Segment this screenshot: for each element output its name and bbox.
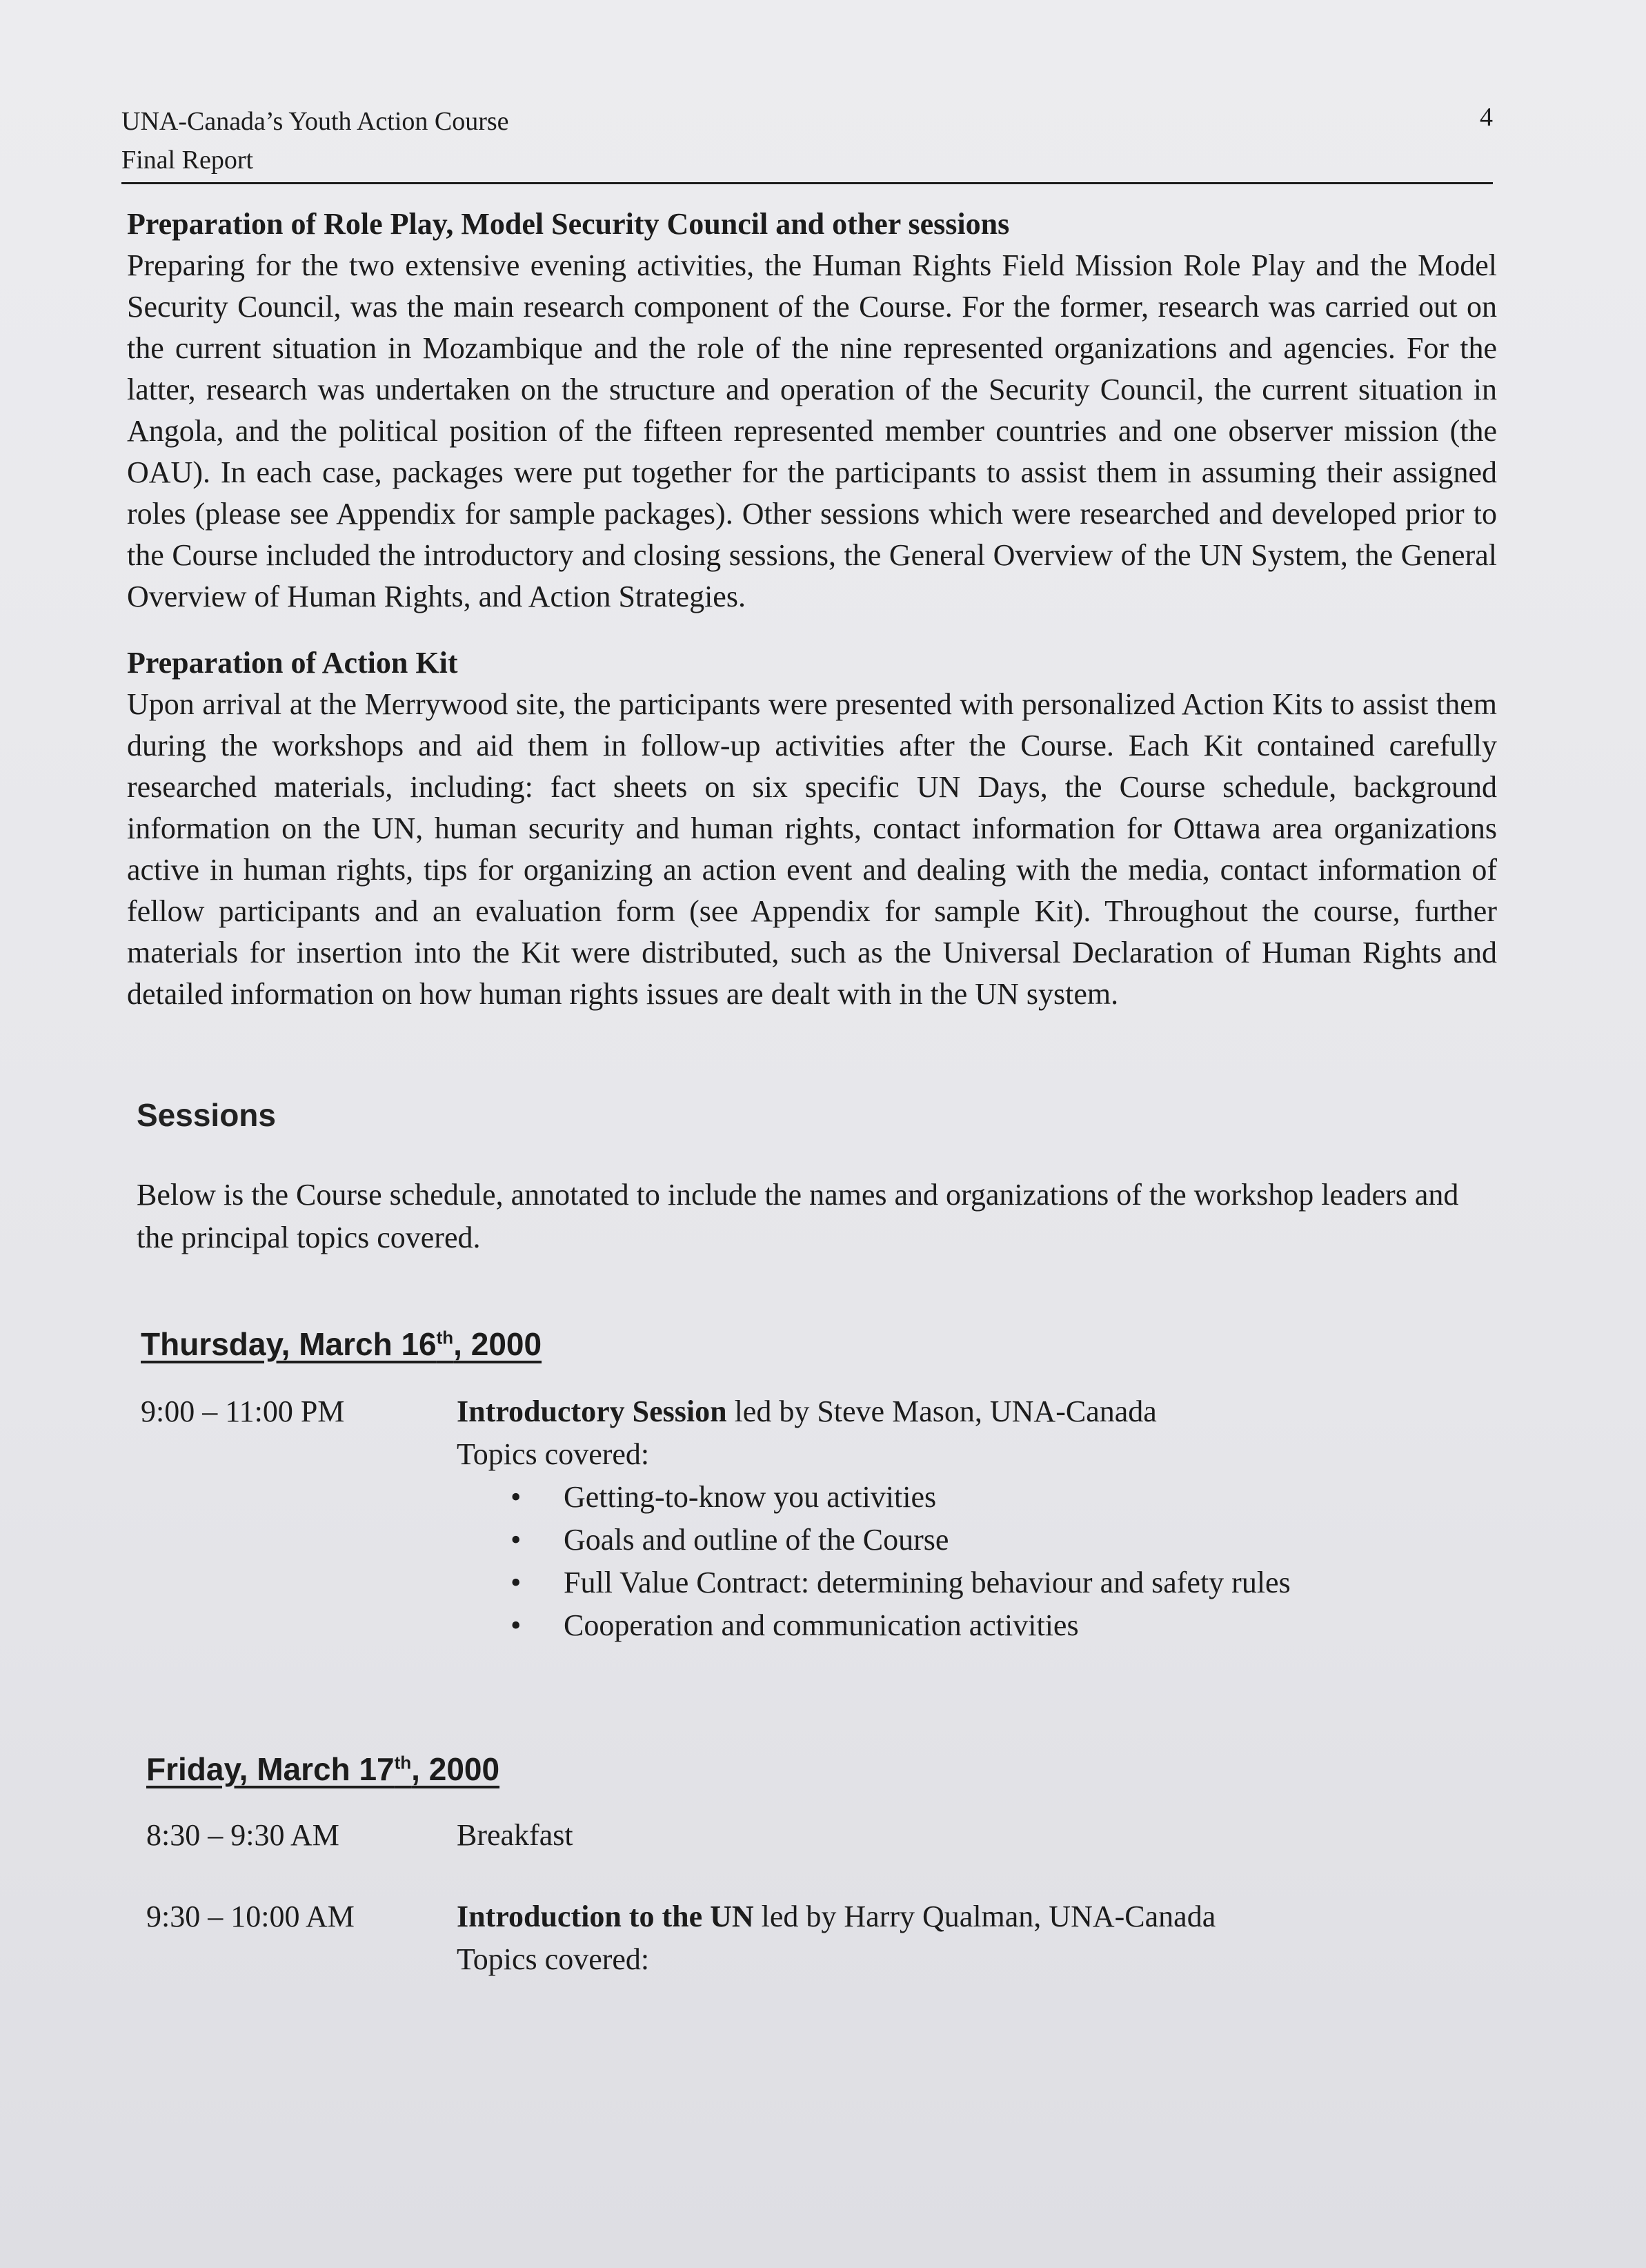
entry-time: 8:30 – 9:30 AM bbox=[146, 1818, 339, 1852]
topics-label: Topics covered: bbox=[457, 1437, 650, 1471]
topics-label: Topics covered: bbox=[457, 1942, 650, 1976]
day-heading-text: Thursday, March 16 bbox=[141, 1326, 437, 1362]
entry-heading bbox=[457, 1390, 1497, 1433]
day-heading-thursday bbox=[141, 1325, 1497, 1363]
day-heading-friday bbox=[146, 1751, 1497, 1788]
page-header bbox=[121, 102, 1493, 184]
action-kit-paragraph: Upon arrival at the Merrywood site, the participants were presented with personalized Action Kits to assist them during the workshops and aid them in follow-up activities after the Course. Each Kit contained carefully researched materials, including: fact sheets on six specific UN Days, the Course schedule, background information on the UN, human security and human rights, contact information for Ottawa area organizations active in human rights, tips for organizing an action event and dealing with the media, contact information of fellow participants and an evaluation form (see Appendix for sample Kit). Throughout the course, further materials for insertion into the Kit were distributed, such as the Universal Declaration of Human Rights and detailed information on how human rights issues are dealt with in the UN system. bbox=[127, 687, 1497, 1011]
day-heading-suffix: th bbox=[394, 1752, 412, 1773]
header-title: UNA-Canada’s Youth Action Course bbox=[121, 107, 509, 136]
sessions-intro: Below is the Course schedule, annotated to include the names and organizations of the workshop leaders and the principal topics covered. bbox=[137, 1178, 1459, 1254]
day-heading-year: , 2000 bbox=[453, 1326, 542, 1362]
entry-leader: led by Steve Mason, UNA-Canada bbox=[726, 1394, 1157, 1428]
entry-title: Introductory Session bbox=[457, 1394, 727, 1428]
entry-time: 9:00 – 11:00 PM bbox=[141, 1394, 345, 1428]
schedule-entry bbox=[146, 1814, 1497, 1857]
role-play-heading: Preparation of Role Play, Model Security Council and other sessions bbox=[127, 207, 1010, 241]
day-heading-year: , 2000 bbox=[411, 1751, 500, 1787]
day-heading-text: Friday, March 17 bbox=[146, 1751, 395, 1787]
entry-leader: Breakfast bbox=[457, 1818, 573, 1852]
schedule-entry bbox=[146, 1895, 1497, 1981]
topic-item: • Cooperation and communication activities bbox=[498, 1604, 1497, 1647]
entry-heading bbox=[457, 1814, 1497, 1857]
topic-item: • Getting-to-know you activities bbox=[498, 1476, 1497, 1519]
entry-body bbox=[457, 1895, 1497, 1981]
header-subtitle: Final Report bbox=[121, 146, 254, 175]
topic-item: • Goals and outline of the Course bbox=[498, 1519, 1497, 1561]
entry-body bbox=[457, 1814, 1497, 1857]
schedule-entry bbox=[141, 1390, 1497, 1647]
page-number: 4 bbox=[1480, 103, 1493, 132]
entry-leader: led by Harry Qualman, UNA-Canada bbox=[753, 1900, 1216, 1933]
entry-title: Introduction to the UN bbox=[457, 1900, 754, 1933]
day-heading-suffix: th bbox=[436, 1327, 454, 1348]
sessions-heading: Sessions bbox=[137, 1097, 276, 1133]
entry-body bbox=[457, 1390, 1497, 1647]
topic-item: • Full Value Contract: determining behaviour and safety rules bbox=[498, 1561, 1497, 1604]
entry-heading bbox=[457, 1895, 1497, 1938]
entry-time: 9:30 – 10:00 AM bbox=[146, 1900, 355, 1933]
topics-list bbox=[457, 1476, 1497, 1647]
role-play-paragraph: Preparing for the two extensive evening activities, the Human Rights Field Mission Role Play and the Model Security Council, was the main research component of the Course. For the former, research was carried out on the current situation in Mozambique and the role of the nine represented organizations and agencies. For the latter, research was undertaken on the structure and operation of the Security Council, the current situation in Angola, and the political position of the fifteen represented member countries and one observer mission (the OAU). In each case, packages were put together for the participants to assist them in assuming their assigned roles (please see Appendix for sample packages). Other sessions which were researched and developed prior to the Course included the introductory and closing sessions, the General Overview of the UN System, the General Overview of Human Rights, and Action Strategies. bbox=[127, 248, 1497, 613]
action-kit-heading: Preparation of Action Kit bbox=[127, 646, 458, 680]
report-body bbox=[127, 204, 1497, 1981]
